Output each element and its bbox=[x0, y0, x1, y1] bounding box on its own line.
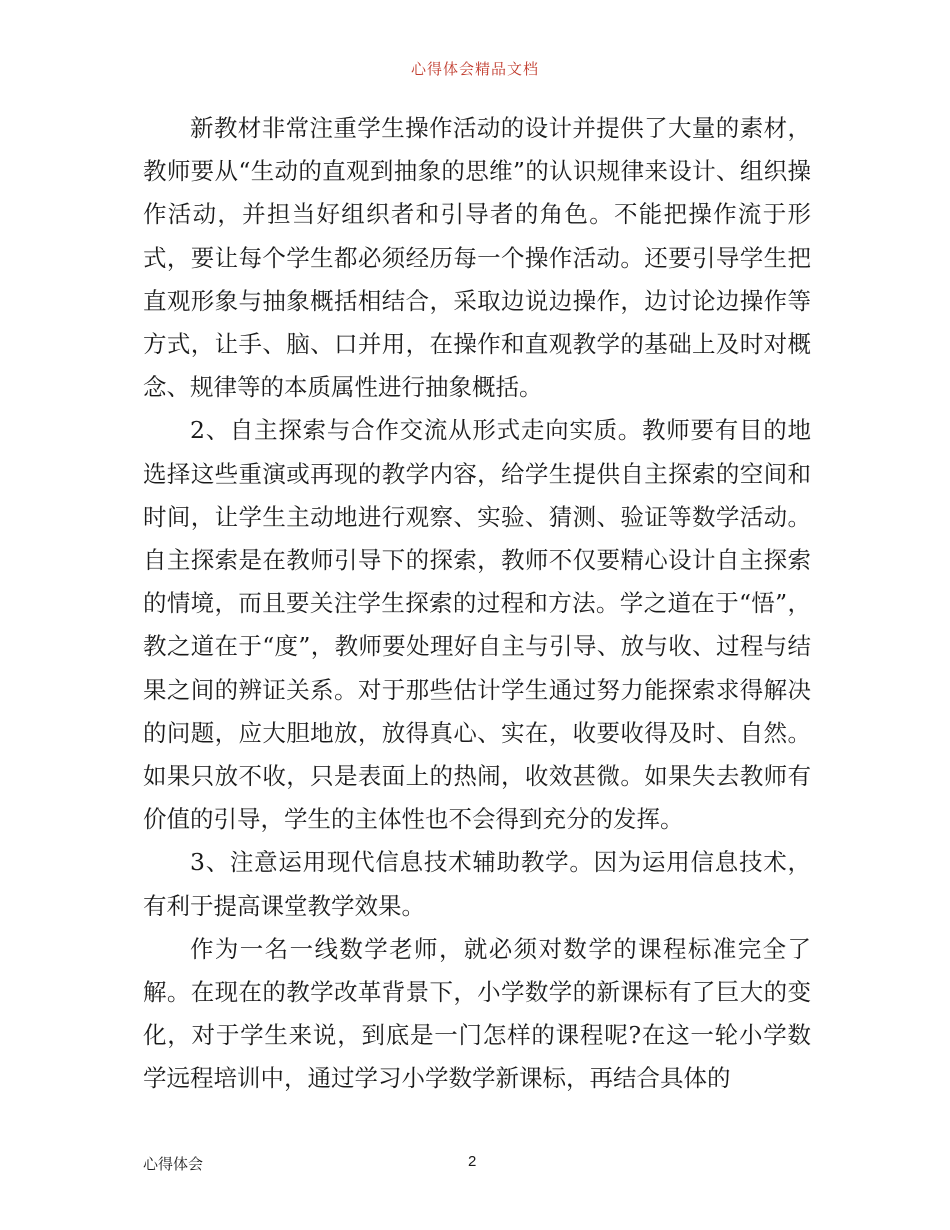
paragraph-2: 2、自主探索与合作交流从形式走向实质。教师要有目的地选择这些重演或再现的教学内容，给学生提供自主探索的空间和时间，让学生主动地进行观察、实验、猜测、验证等数学活动。自主探索是在教师引导下的探索，教师不仅要精心设计自主探索的情境，而且要关注学生探索的过程和方法。学之道在于“悟”，教之道在于“度”，教师要处理好自主与引导、放与收、过程与结果之间的辨证关系。对于那些估计学生通过努力能探索求得解决的问题，应大胆地放，放得真心、实在，收要收得及时、自然。如果只放不收，只是表面上的热闹，收效甚微。如果失去教师有价值的引导，学生的主体性也不会得到充分的发挥。 bbox=[143, 416, 811, 834]
paragraph-4: 作为一名一线数学老师，就必须对数学的课程标准完全了解。在现在的教学改革背景下，小学数学的新课标有了巨大的变化，对于学生来说，到底是一门怎样的课程呢?在这一轮小学数学远程培训中，通过学习小学数学新课标，再结合具体的 bbox=[143, 934, 811, 1093]
page-header-title: 心得体会精品文档 bbox=[410, 60, 539, 78]
paragraph-3: 3、注意运用现代信息技术辅助教学。因为运用信息技术，有利于提高课堂教学效果。 bbox=[143, 848, 811, 920]
paragraph-1: 新教材非常注重学生操作活动的设计并提供了大量的素材，教师要从“生动的直观到抽象的思维”的认识规律来设计、组织操作活动，并担当好组织者和引导者的角色。不能把操作流于形式，要让每个学生都必须经历每一个操作活动。还要引导学生把直观形象与抽象概括相结合，采取边说边操作，边讨论边操作等方式，让手、脑、口并用，在操作和直观教学的基础上及时对概念、规律等的本质属性进行抽象概括。 bbox=[143, 114, 811, 402]
footer-label: 心得体会 bbox=[143, 1155, 204, 1173]
page-number: 2 bbox=[468, 1153, 477, 1170]
document-body bbox=[143, 107, 811, 1101]
